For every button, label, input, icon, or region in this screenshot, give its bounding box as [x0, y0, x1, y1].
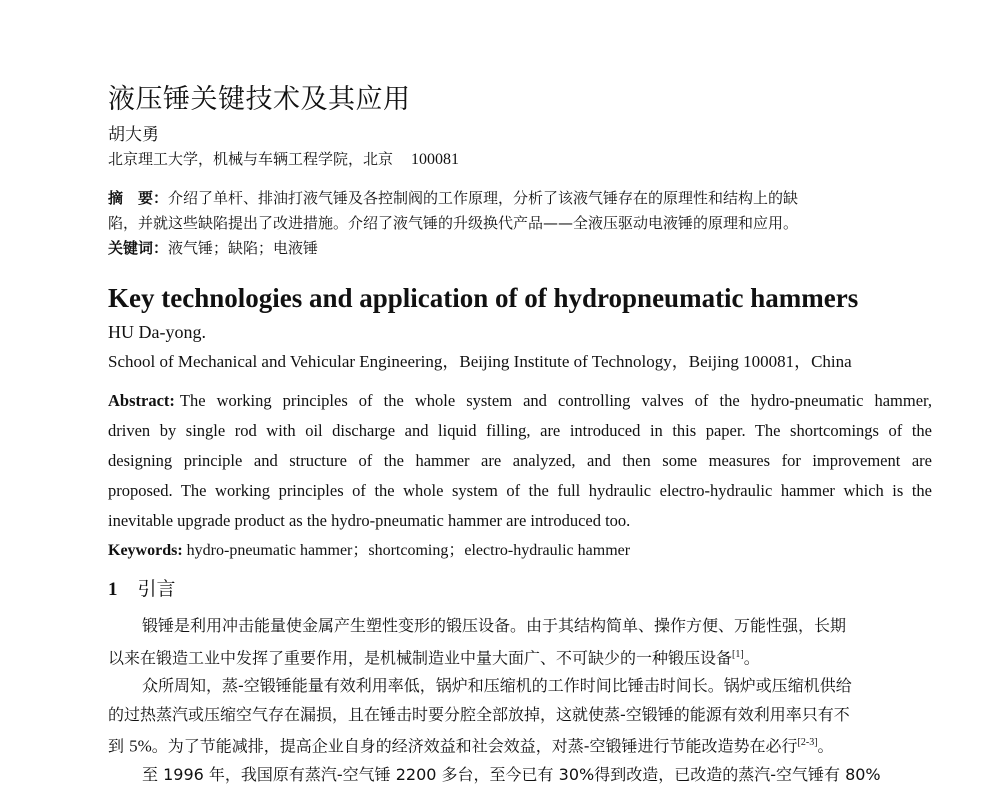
abstract-en-label: Abstract: [108, 391, 175, 410]
section-body [108, 612, 932, 785]
citation: [1] [732, 648, 744, 660]
paper-title-en: Key technologies and application of of hydropneumatic hammers [108, 283, 859, 313]
paragraph-2-line-2: 的过热蒸汽或压缩空气存在漏损，且在锤击时要分腔全部放掉，这就使蒸-空锻锤的能源有效利用率只有不 [108, 704, 850, 724]
section-title: 引言 [137, 578, 176, 600]
author-en: HU Da-yong. [108, 322, 206, 342]
keywords-cn-value: 液气锤；缺陷；电液锤 [168, 239, 319, 257]
abstract-en-line-4: proposed. The working principles of the whole system of the full hydraulic electro-hydraulic hammer which is the [108, 481, 932, 500]
paragraph-1-line-1: 锻锤是利用冲击能量使金属产生塑性变形的锻压设备。由于其结构简单、操作方便、万能性强，长期 [142, 616, 847, 635]
keywords-en-label: Keywords: [108, 542, 183, 559]
keywords-en [108, 537, 630, 560]
abstract-en-line-1: Abstract: The working principles of the whole system and controlling valves of the hydro-pneumatic hammer, [108, 386, 932, 416]
section-heading [108, 574, 176, 601]
abstract-en-line-3: designing principle and structure of the hammer are analyzed, and then some measures for improvement are [108, 451, 932, 470]
affiliation-cn-zip: 100081 [411, 151, 460, 168]
paragraph-2-line-1: 众所周知，蒸-空锻锤能量有效利用率低，锅炉和压缩机的工作时间比锤击时间长。锅炉或压缩机供给 [142, 676, 852, 696]
section-number: 1 [108, 579, 118, 600]
affiliation-cn-text: 北京理工大学，机械与车辆工程学院，北京 [108, 150, 394, 168]
affiliation-cn [108, 148, 459, 169]
author-cn: 胡大勇 [108, 125, 159, 145]
abstract-cn [108, 186, 932, 261]
citation: [2-3] [797, 737, 818, 749]
abstract-en [108, 386, 932, 536]
abstract-cn-line-1: 摘 要：介绍了单杆、排油打液气锤及各控制阀的工作原理，分析了该液气锤存在的原理性和结构上的缺 [108, 189, 799, 207]
abstract-en-line-5: inevitable upgrade product as the hydro-pneumatic hammer are introduced too. [108, 511, 631, 530]
keywords-cn-label: 关键词： [108, 239, 169, 257]
paper-title-cn: 液压锤关键技术及其应用 [108, 84, 411, 115]
affiliation-en: School of Mechanical and Vehicular Engineering，Beijing Institute of Technology，Beijing 100081，China [108, 352, 852, 371]
abstract-cn-label: 摘 要： [108, 189, 169, 207]
paragraph-2-line-3: 到 5%。为了节能减排，提高企业自身的经济效益和社会效益，对蒸-空锻锤进行节能改造势在必行[2-3]。 [108, 736, 834, 756]
abstract-cn-line-2: 陷，并就这些缺陷提出了改进措施。介绍了液气锤的升级换代产品——全液压驱动电液锤的原理和应用。 [108, 214, 799, 232]
abstract-en-line-2: driven by single rod with oil discharge and liquid filling, are introduced in this paper. The shortcomings of the [108, 421, 932, 440]
keywords-en-value: hydro-pneumatic hammer；shortcoming；electro-hydraulic hammer [186, 542, 631, 559]
paragraph-3-line-1-partial: 至 1996 年，我国原有蒸汽-空气锤 2200 多台，至今已有 30%得到改造，已改造的蒸汽-空气锤有 80% [142, 765, 881, 785]
keywords-cn [108, 236, 932, 261]
paragraph-1-line-2: 以来在锻造工业中发挥了重要作用，是机械制造业中量大面广、不可缺少的一种锻压设备[1]。 [108, 647, 760, 667]
